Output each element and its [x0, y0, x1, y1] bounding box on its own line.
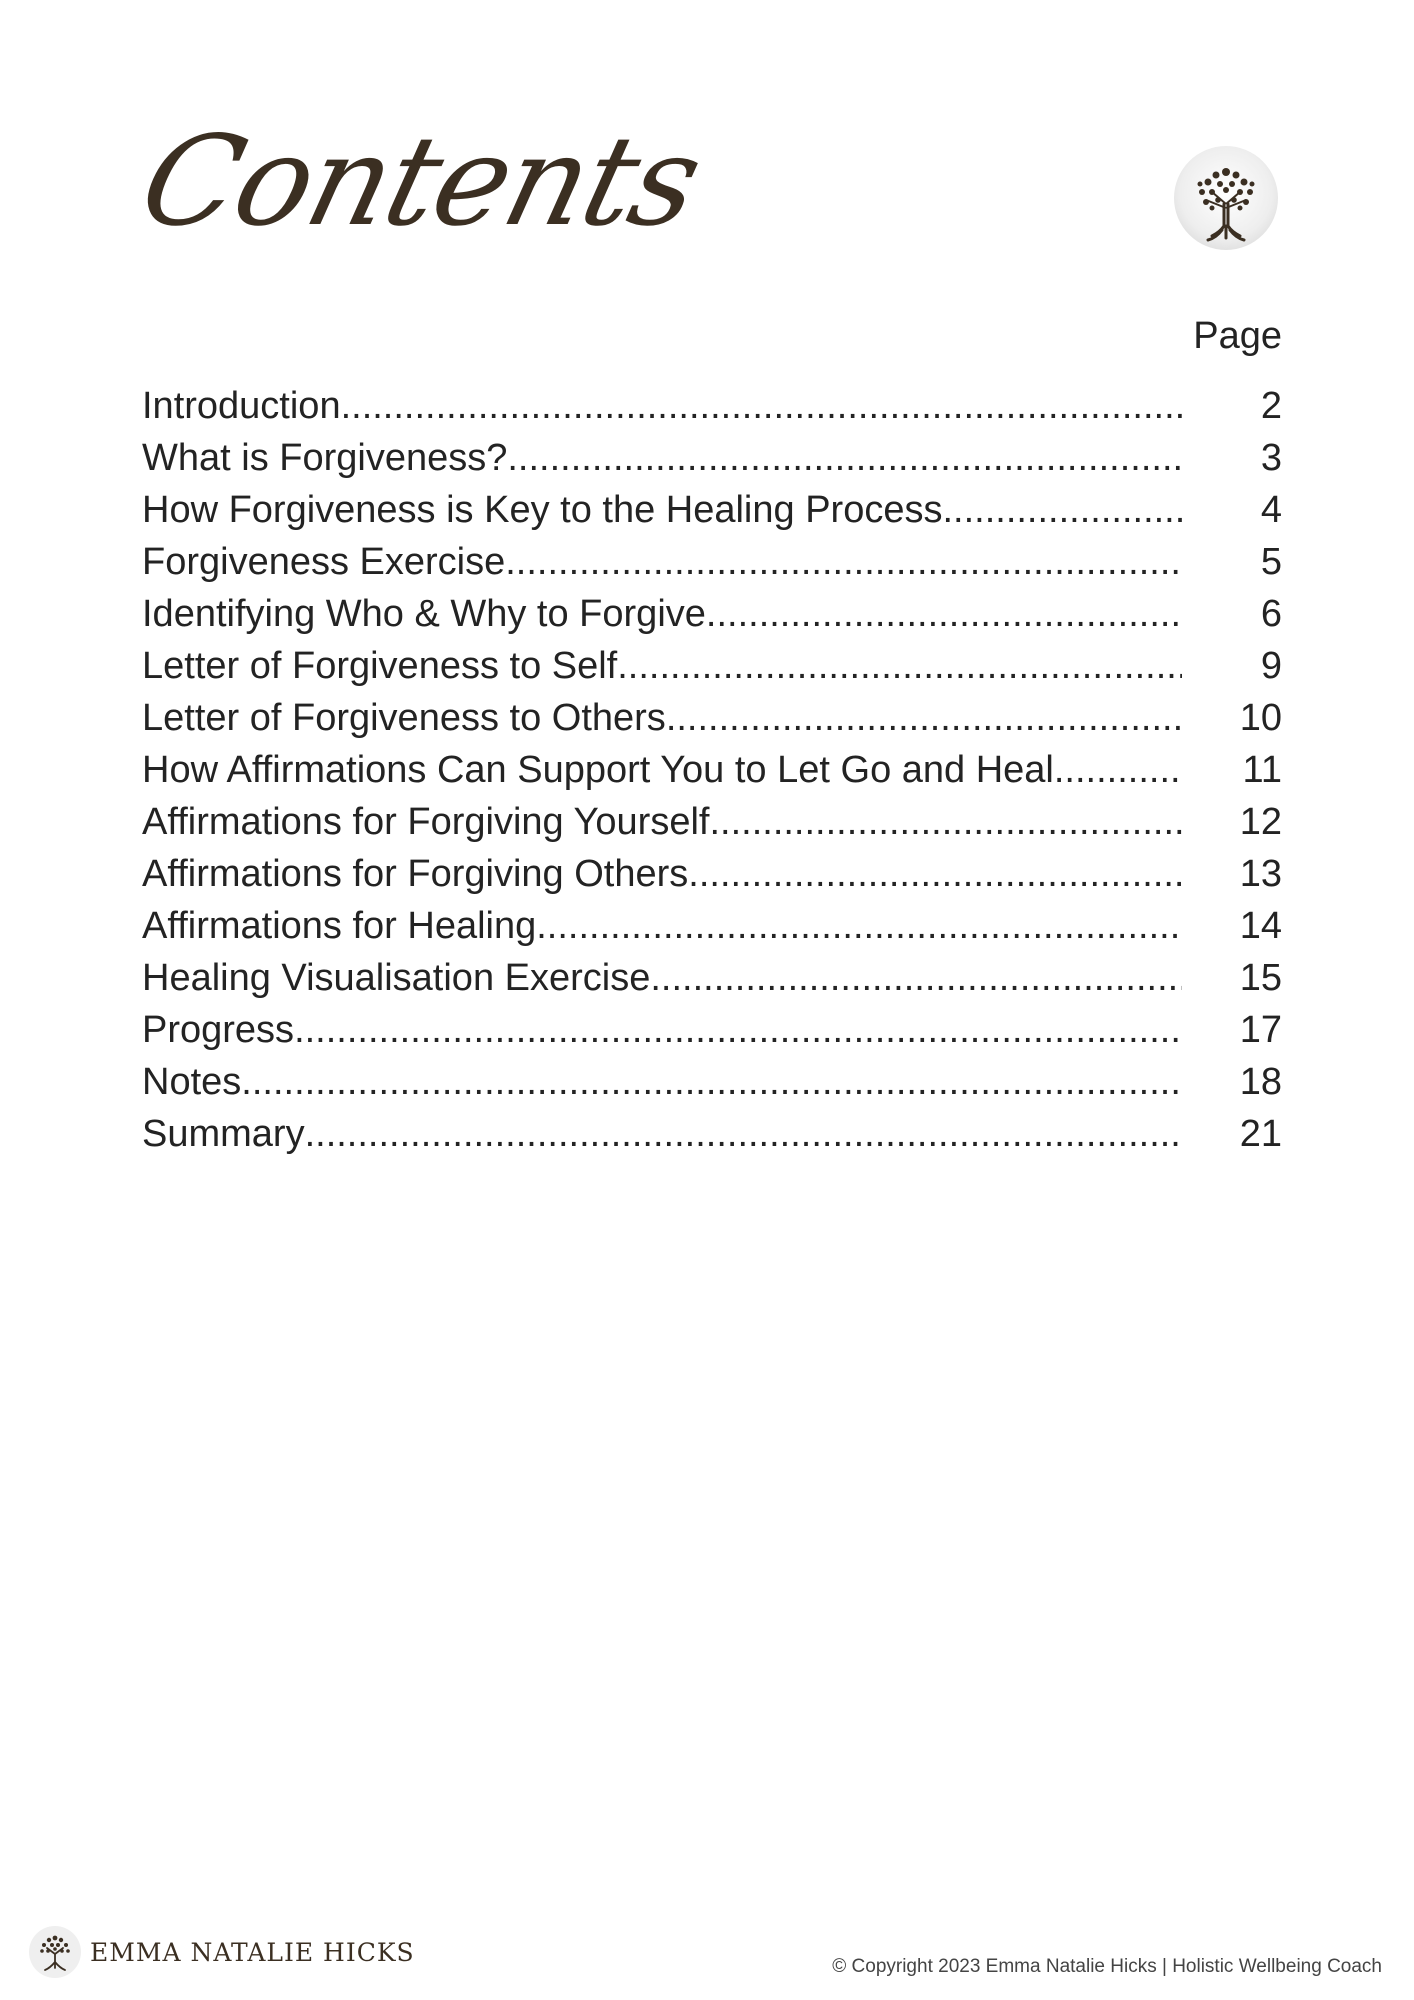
- toc-entry-page: 18: [1239, 1061, 1282, 1103]
- toc-entry[interactable]: [142, 692, 1282, 744]
- toc-entry-title: Healing Visualisation Exercise: [142, 957, 651, 999]
- footer-copyright: © Copyright 2023 Emma Natalie Hicks | Holistic Wellbeing Coach: [832, 1956, 1382, 1977]
- toc-entry-page: 9: [1260, 645, 1282, 687]
- toc-entry-title: How Affirmations Can Support You to Let Go and Heal: [142, 749, 1054, 791]
- toc-dot-leader: [505, 536, 1182, 588]
- toc-entry-page: 14: [1239, 905, 1282, 947]
- toc-entry[interactable]: [142, 588, 1282, 640]
- toc-entry-title: Affirmations for Forgiving Yourself: [142, 801, 710, 843]
- toc-entry[interactable]: [142, 900, 1282, 952]
- toc-dot-leader: [536, 900, 1182, 952]
- toc-entry[interactable]: [142, 484, 1282, 536]
- toc-entry[interactable]: [142, 640, 1282, 692]
- toc-dot-leader: [617, 640, 1182, 692]
- toc-entry[interactable]: [142, 536, 1282, 588]
- toc-entry-page: 5: [1260, 541, 1282, 583]
- toc-entry[interactable]: [142, 432, 1282, 484]
- tree-of-life-icon: [1172, 142, 1280, 258]
- toc-dot-leader: [942, 484, 1182, 536]
- toc-entry-title: Introduction: [142, 385, 341, 427]
- toc-entry-title: How Forgiveness is Key to the Healing Process: [142, 489, 943, 531]
- toc-entry[interactable]: [142, 796, 1282, 848]
- toc-dot-leader: [706, 588, 1182, 640]
- toc-dot-leader: [1054, 744, 1182, 796]
- toc-entry[interactable]: [142, 848, 1282, 900]
- toc-entry-page: 11: [1242, 749, 1282, 791]
- toc-entry[interactable]: [142, 380, 1282, 432]
- toc-entry-page: 21: [1239, 1113, 1282, 1155]
- toc-dot-leader: [294, 1004, 1182, 1056]
- toc-entry[interactable]: [142, 1108, 1282, 1160]
- toc-dot-leader: [305, 1108, 1182, 1160]
- toc-entry-page: 10: [1239, 697, 1282, 739]
- toc-dot-leader: [666, 692, 1182, 744]
- toc-entry-title: What is Forgiveness?: [142, 437, 508, 479]
- toc-dot-leader: [241, 1056, 1182, 1108]
- toc-entry-page: 13: [1239, 853, 1282, 895]
- toc-dot-leader: [688, 848, 1182, 900]
- toc-entry-title: Progress: [142, 1009, 295, 1051]
- toc-entry[interactable]: [142, 744, 1282, 796]
- toc-entry-page: 2: [1260, 385, 1282, 427]
- toc-entry[interactable]: [142, 952, 1282, 1004]
- toc-entry-page: 6: [1260, 593, 1282, 635]
- toc-entry-page: 4: [1260, 489, 1282, 531]
- toc-entry-page: 15: [1239, 957, 1282, 999]
- page-title: Contents: [127, 110, 714, 254]
- toc-entry-title: Forgiveness Exercise: [142, 541, 506, 583]
- toc-dot-leader: [650, 952, 1182, 1004]
- page-column-label: Page: [1193, 315, 1282, 357]
- toc-entry-page: 17: [1239, 1009, 1282, 1051]
- toc-dot-leader: [507, 432, 1182, 484]
- toc-dot-leader: [341, 380, 1182, 432]
- footer-brand: [28, 1922, 415, 1982]
- toc-entry-title: Summary: [142, 1113, 305, 1155]
- toc-entry[interactable]: [142, 1004, 1282, 1056]
- toc-entry-title: Identifying Who & Why to Forgive: [142, 593, 706, 635]
- toc-entry-page: 3: [1260, 437, 1282, 479]
- toc-entry-title: Letter of Forgiveness to Self: [142, 645, 618, 687]
- toc-dot-leader: [709, 796, 1182, 848]
- footer-brand-name: EMMA NATALIE HICKS: [90, 1937, 415, 1967]
- toc-entry[interactable]: [142, 1056, 1282, 1108]
- toc-entry-page: 12: [1239, 801, 1282, 843]
- toc-entry-title: Affirmations for Forgiving Others: [142, 853, 689, 895]
- table-of-contents: [142, 380, 1282, 1160]
- tree-of-life-icon: [28, 1922, 82, 1982]
- toc-entry-title: Affirmations for Healing: [142, 905, 537, 947]
- toc-entry-title: Letter of Forgiveness to Others: [142, 697, 666, 739]
- toc-entry-title: Notes: [142, 1061, 242, 1103]
